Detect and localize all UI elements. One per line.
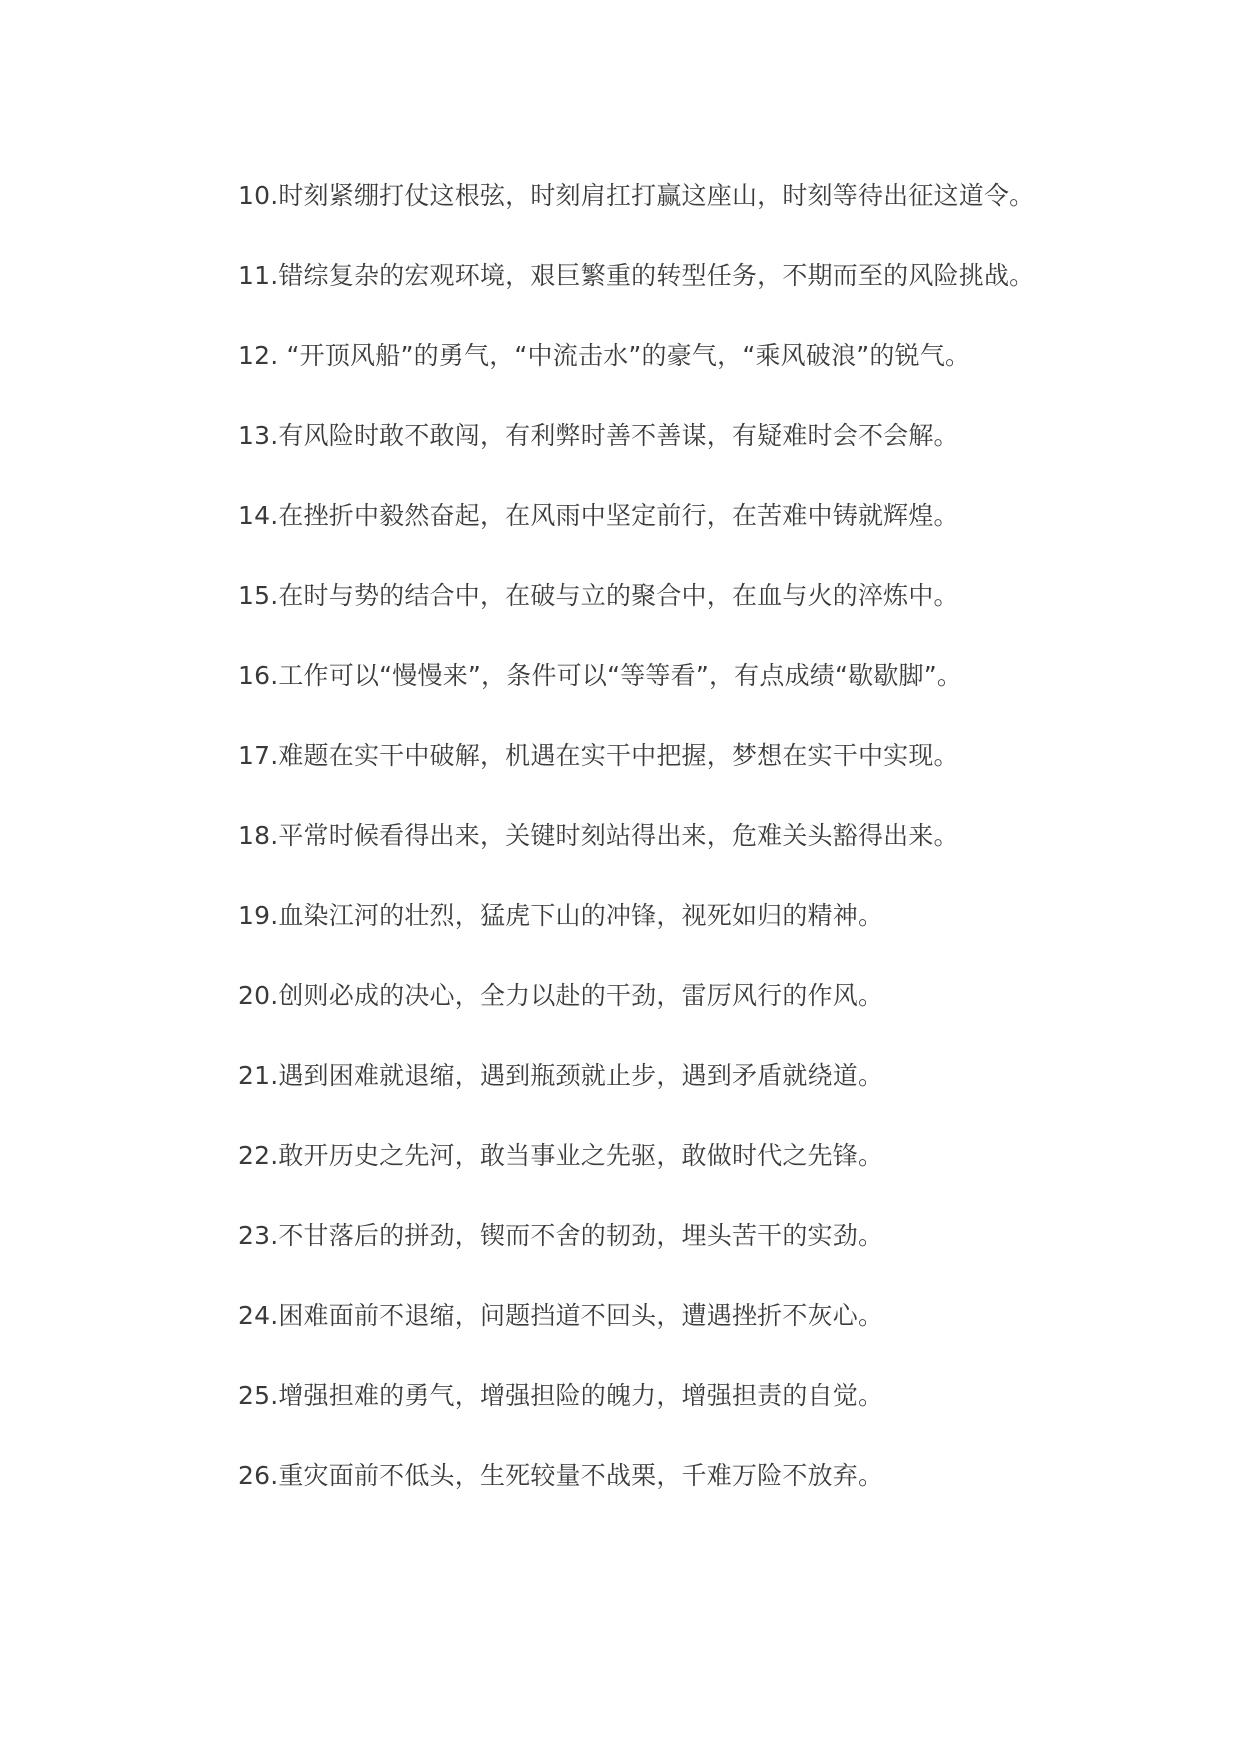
list-item: 15.在时与势的结合中，在破与立的聚合中，在血与火的淬炼中。 — [238, 581, 959, 610]
list-item: 22.敢开历史之先河，敢当事业之先驱，敢做时代之先锋。 — [238, 1141, 884, 1170]
list-item: 25.增强担难的勇气，增强担险的魄力，增强担责的自觉。 — [238, 1381, 884, 1410]
list-item: 20.创则必成的决心，全力以赴的干劲，雷厉风行的作风。 — [238, 981, 884, 1010]
list-item: 23.不甘落后的拼劲，锲而不舍的韧劲，埋头苦干的实劲。 — [238, 1221, 884, 1250]
list-item: 24.困难面前不退缩，问题挡道不回头，遭遇挫折不灰心。 — [238, 1301, 884, 1330]
list-item: 14.在挫折中毅然奋起，在风雨中坚定前行，在苦难中铸就辉煌。 — [238, 501, 959, 530]
list-item: 11.错综复杂的宏观环境，艰巨繁重的转型任务，不期而至的风险挑战。 — [238, 261, 1035, 290]
list-item: 10.时刻紧绷打仗这根弦，时刻肩扛打赢这座山，时刻等待出征这道令。 — [238, 181, 1035, 210]
list-item: 16.工作可以“慢慢来”，条件可以“等等看”，有点成绩“歇歇脚”。 — [238, 661, 963, 690]
list-item: 12. “开顶风船”的勇气，“中流击水”的豪气，“乘风破浪”的锐气。 — [238, 341, 971, 370]
list-item: 19.血染江河的壮烈，猛虎下山的冲锋，视死如归的精神。 — [238, 901, 884, 930]
list-item: 18.平常时候看得出来，关键时刻站得出来，危难关头豁得出来。 — [238, 821, 959, 850]
list-item: 17.难题在实干中破解，机遇在实干中把握，梦想在实干中实现。 — [238, 741, 959, 770]
list-item: 13.有风险时敢不敢闯，有利弊时善不善谋，有疑难时会不会解。 — [238, 421, 959, 450]
list-item: 21.遇到困难就退缩，遇到瓶颈就止步，遇到矛盾就绕道。 — [238, 1061, 884, 1090]
list-item: 26.重灾面前不低头，生死较量不战栗，千难万险不放弃。 — [238, 1461, 884, 1490]
phrase-list — [238, 170, 1118, 1530]
